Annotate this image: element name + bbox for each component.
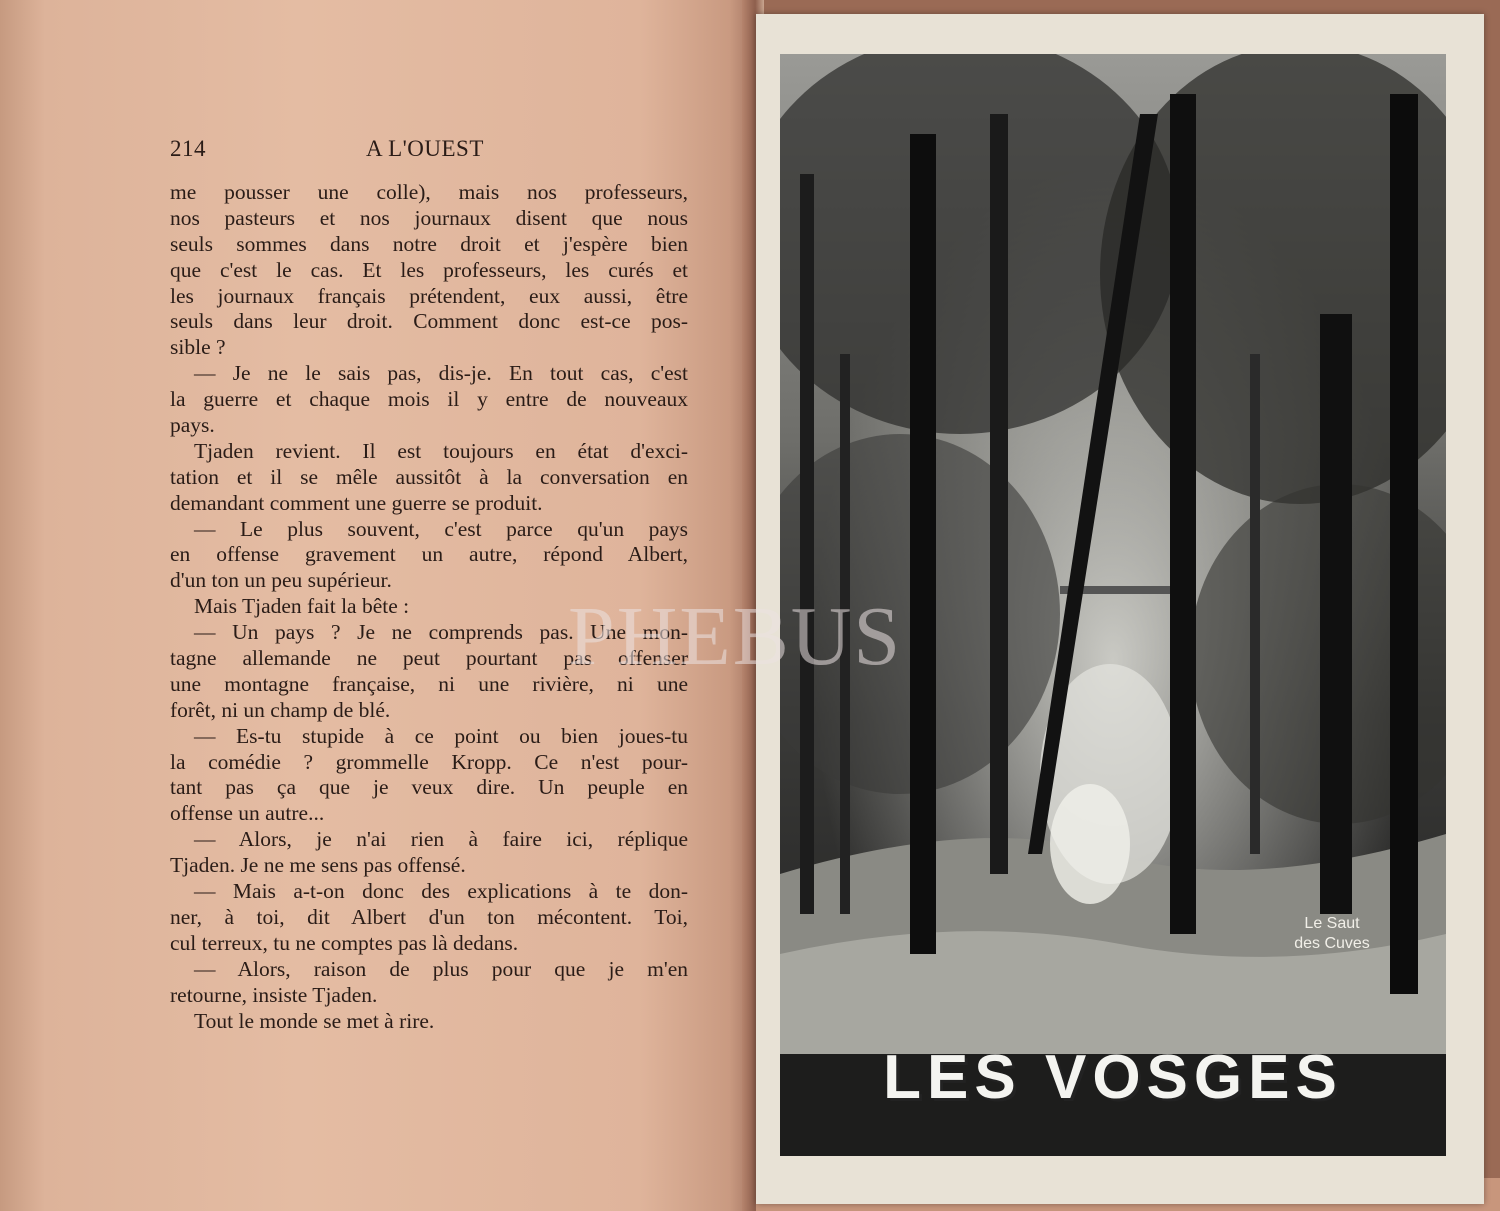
- text-line: nos pasteurs et nos journaux disent que nous: [170, 205, 688, 230]
- text-line: seuls sommes dans notre droit et j'espère bien: [170, 231, 688, 256]
- text-line: cul terreux, tu ne comptes pas là dedans.: [170, 930, 519, 955]
- text-line: — Alors, je n'ai rien à faire ici, réplique: [194, 827, 688, 852]
- text-line: pays.: [170, 413, 215, 438]
- watermark: PHEBUS: [568, 590, 903, 683]
- page-header: [170, 136, 690, 164]
- text-line: — Un pays ? Je ne comprends pas. Une mon-: [194, 620, 688, 645]
- text-line: Tjaden. Je ne me sens pas offensé.: [170, 853, 466, 878]
- text-line: Tout le monde se met à rire.: [194, 1008, 435, 1033]
- text-line: tagne allemande ne peut pourtant pas offenser: [170, 646, 688, 671]
- caption-line: Le Saut: [1304, 915, 1360, 932]
- text-line: la guerre et chaque mois il y entre de nouveaux: [170, 387, 688, 412]
- text-line: me pousser une colle), mais nos professeurs,: [170, 180, 688, 204]
- text-line: tation et il se mêle aussitôt à la conversation en: [170, 464, 688, 489]
- text-line: seuls dans leur droit. Comment donc est-ce pos-: [170, 309, 688, 334]
- text-line: forêt, ni un champ de blé.: [170, 697, 391, 722]
- text-line: retourne, insiste Tjaden.: [170, 982, 378, 1007]
- photo-caption: [1272, 914, 1392, 954]
- text-line: tant pas ça que je veux dire. Un peuple en: [170, 775, 688, 800]
- text-line: ner, à toi, dit Albert d'un ton mécontent. Toi,: [170, 904, 688, 929]
- text-line: Tjaden revient. Il est toujours en état d'exci-: [194, 438, 688, 463]
- text-line: une montagne française, ni une rivière, ni une: [170, 671, 688, 696]
- text-line: — Je ne le sais pas, dis-je. En tout cas, c'est: [194, 361, 688, 386]
- text-line: — Le plus souvent, c'est parce qu'un pays: [194, 516, 688, 541]
- text-line: Mais Tjaden fait la bête :: [194, 594, 410, 619]
- page-number: 214: [170, 136, 206, 161]
- text-line: sible ?: [170, 335, 226, 360]
- text-line: la comédie ? grommelle Kropp. Ce n'est pour-: [170, 749, 688, 774]
- text-line: — Mais a-t-on donc des explications à te don-: [194, 879, 688, 904]
- text-line: demandant comment une guerre se produit.: [170, 490, 543, 515]
- text-line: — Es-tu stupide à ce point ou bien joues-tu: [194, 723, 688, 748]
- text-line: — Alors, raison de plus pour que je m'en: [194, 956, 688, 981]
- text-line: que c'est le cas. Et les professeurs, les curés et: [170, 257, 688, 282]
- text-line: en offense gravement un autre, répond Albert,: [170, 542, 688, 567]
- text-line: d'un ton un peu supérieur.: [170, 568, 392, 593]
- running-title: A L'OUEST: [366, 136, 484, 161]
- caption-line: des Cuves: [1294, 935, 1370, 952]
- text-line: offense un autre...: [170, 801, 325, 826]
- text-line: les journaux français prétendent, eux aussi, être: [170, 283, 688, 308]
- insert-title: LES VOSGES: [883, 1043, 1343, 1112]
